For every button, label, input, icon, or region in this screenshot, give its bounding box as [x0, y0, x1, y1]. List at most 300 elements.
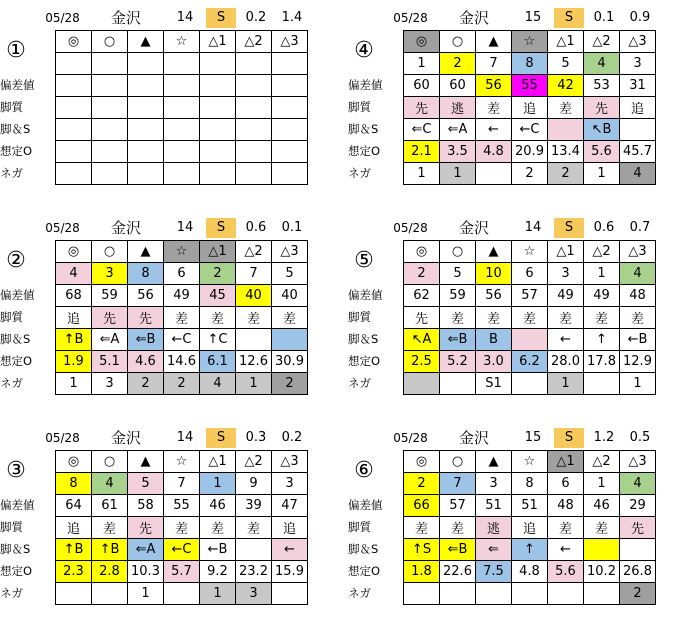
deviation-cell: 55 — [164, 495, 200, 517]
style-cell: 差 — [200, 517, 236, 539]
nega-cell: 1 — [620, 373, 656, 395]
legs-cell: B — [476, 329, 512, 351]
race-number: ⑥ — [354, 458, 374, 483]
header-date: 05/28 — [393, 11, 428, 25]
legs-cell: ⇐A — [128, 539, 164, 561]
nega-cell: 1 — [200, 583, 236, 605]
grid-row — [56, 31, 308, 53]
style-cell: 差 — [92, 517, 128, 539]
grid-row — [56, 75, 308, 97]
deviation-cell — [236, 75, 272, 97]
marks-cell: △2 — [236, 31, 272, 53]
row-label: 想定O — [348, 564, 381, 578]
row-label: 脚質 — [348, 310, 371, 324]
header-date: 05/28 — [45, 431, 80, 445]
grid-row — [404, 119, 656, 141]
legs-cell: ←C — [164, 539, 200, 561]
header-s: S — [554, 428, 584, 448]
row-label: 想定O — [0, 144, 33, 158]
header-place: 金沢 — [458, 9, 489, 27]
number-cell: 1 — [584, 473, 620, 495]
style-cell — [236, 97, 272, 119]
marks-cell: ◎ — [56, 31, 92, 53]
legs-cell: ↖B — [584, 119, 620, 141]
legs-cell — [512, 329, 548, 351]
grid-row — [404, 263, 656, 285]
marks-cell: ☆ — [512, 31, 548, 53]
marks-cell: ○ — [92, 451, 128, 473]
style-cell: 追 — [56, 307, 92, 329]
race-panel — [348, 8, 660, 218]
row-label: 偏差値 — [0, 78, 35, 92]
legs-cell — [548, 119, 584, 141]
legs-cell: ←B — [620, 329, 656, 351]
number-cell: 7 — [164, 473, 200, 495]
race-number: ② — [6, 248, 26, 273]
deviation-cell: 66 — [404, 495, 440, 517]
number-cell: 7 — [476, 53, 512, 75]
legs-cell: ⇐ — [476, 539, 512, 561]
header-num: 15 — [524, 430, 542, 445]
odds-cell: 13.4 — [548, 141, 584, 163]
marks-cell: △3 — [272, 241, 308, 263]
marks-cell: △2 — [236, 241, 272, 263]
race-grid — [55, 450, 308, 605]
header-s: S — [206, 218, 236, 238]
number-cell: 4 — [620, 263, 656, 285]
marks-cell: △1 — [200, 241, 236, 263]
grid-row — [56, 351, 308, 373]
grid-row — [56, 119, 308, 141]
deviation-cell: 59 — [92, 285, 128, 307]
panel-header — [348, 428, 660, 448]
row-label: ネガ — [348, 586, 371, 600]
nega-cell: 3 — [236, 583, 272, 605]
odds-cell: 5.1 — [92, 351, 128, 373]
header-date: 05/28 — [393, 431, 428, 445]
header-v1: 0.2 — [245, 10, 267, 25]
deviation-cell: 56 — [476, 285, 512, 307]
odds-cell: 2.8 — [92, 561, 128, 583]
nega-cell: 1 — [236, 373, 272, 395]
grid-row — [404, 517, 656, 539]
header-place: 金沢 — [110, 429, 141, 447]
number-cell: 1 — [404, 53, 440, 75]
legs-cell: ↑ — [584, 329, 620, 351]
nega-cell: S1 — [476, 373, 512, 395]
odds-cell: 10.3 — [128, 561, 164, 583]
nega-cell: 2 — [272, 373, 308, 395]
row-label: 脚＆S — [0, 542, 31, 556]
grid-row — [404, 241, 656, 263]
grid-row — [404, 163, 656, 185]
grid-row — [56, 451, 308, 473]
style-cell: 差 — [476, 97, 512, 119]
marks-cell: ☆ — [164, 451, 200, 473]
panel-header — [348, 218, 660, 238]
number-cell — [164, 53, 200, 75]
odds-cell: 5.2 — [440, 351, 476, 373]
row-label: ネガ — [0, 376, 23, 390]
style-cell: 差 — [440, 307, 476, 329]
number-cell: 6 — [512, 263, 548, 285]
deviation-cell: 47 — [272, 495, 308, 517]
odds-cell: 23.2 — [236, 561, 272, 583]
header-v2: 0.5 — [629, 430, 651, 445]
header-s: S — [206, 8, 236, 28]
deviation-cell: 58 — [128, 495, 164, 517]
grid-row — [56, 373, 308, 395]
odds-cell: 12.6 — [236, 351, 272, 373]
deviation-cell: 46 — [584, 495, 620, 517]
deviation-cell: 56 — [476, 75, 512, 97]
nega-cell — [512, 373, 548, 395]
marks-cell: ▲ — [476, 241, 512, 263]
header-num: 14 — [176, 10, 194, 25]
nega-cell: 1 — [548, 373, 584, 395]
odds-cell: 6.1 — [200, 351, 236, 373]
row-label: ネガ — [348, 166, 371, 180]
number-cell: 2 — [404, 263, 440, 285]
legs-cell: ←C — [512, 119, 548, 141]
legs-cell: ↑B — [92, 539, 128, 561]
odds-cell — [236, 141, 272, 163]
grid-row — [56, 53, 308, 75]
number-cell — [236, 53, 272, 75]
marks-cell: ◎ — [56, 451, 92, 473]
deviation-cell: 57 — [512, 285, 548, 307]
grid-row — [56, 263, 308, 285]
row-label: ネガ — [348, 376, 371, 390]
header-v2: 0.2 — [281, 430, 303, 445]
race-panel — [0, 8, 312, 218]
header-date: 05/28 — [45, 221, 80, 235]
row-label: 脚＆S — [348, 122, 379, 136]
odds-cell — [164, 141, 200, 163]
header-place: 金沢 — [110, 219, 141, 237]
style-cell: 差 — [548, 517, 584, 539]
grid-row — [56, 473, 308, 495]
race-number: ③ — [6, 458, 26, 483]
grid-row — [404, 97, 656, 119]
legs-cell: ⇐A — [440, 119, 476, 141]
deviation-cell: 49 — [584, 285, 620, 307]
header-v1: 0.6 — [245, 220, 267, 235]
header-s: S — [554, 218, 584, 238]
deviation-cell: 49 — [164, 285, 200, 307]
header-v2: 1.4 — [281, 10, 303, 25]
race-grid — [403, 450, 656, 605]
legs-cell — [92, 119, 128, 141]
style-cell: 追 — [512, 97, 548, 119]
deviation-cell — [272, 75, 308, 97]
header-v2: 0.1 — [281, 220, 303, 235]
grid-row — [56, 97, 308, 119]
row-label: ネガ — [0, 586, 23, 600]
style-cell: 差 — [476, 307, 512, 329]
style-cell — [92, 97, 128, 119]
nega-cell — [584, 583, 620, 605]
nega-cell — [584, 373, 620, 395]
style-cell: 差 — [548, 307, 584, 329]
marks-cell: △3 — [272, 451, 308, 473]
legs-cell: ⇐B — [440, 539, 476, 561]
legs-cell — [56, 119, 92, 141]
deviation-cell: 39 — [236, 495, 272, 517]
number-cell: 8 — [128, 263, 164, 285]
odds-cell — [56, 141, 92, 163]
race-panel — [0, 428, 312, 638]
deviation-cell: 56 — [128, 285, 164, 307]
panel-header — [348, 8, 660, 28]
legs-cell — [236, 119, 272, 141]
row-label: 偏差値 — [0, 498, 35, 512]
odds-cell: 10.2 — [584, 561, 620, 583]
legs-cell — [272, 119, 308, 141]
marks-cell: △1 — [548, 451, 584, 473]
number-cell: 4 — [584, 53, 620, 75]
marks-cell: △2 — [584, 31, 620, 53]
legs-cell — [128, 119, 164, 141]
number-cell: 7 — [440, 473, 476, 495]
nega-cell — [92, 163, 128, 185]
grid-row — [56, 539, 308, 561]
marks-cell: ▲ — [128, 31, 164, 53]
nega-cell — [128, 163, 164, 185]
panel-header — [0, 218, 312, 238]
marks-cell: △2 — [236, 451, 272, 473]
legs-cell — [620, 119, 656, 141]
nega-cell: 3 — [92, 373, 128, 395]
style-cell — [272, 97, 308, 119]
deviation-cell: 59 — [440, 285, 476, 307]
odds-cell: 3.0 — [476, 351, 512, 373]
grid-row — [404, 307, 656, 329]
marks-cell: △3 — [620, 31, 656, 53]
style-cell: 差 — [164, 307, 200, 329]
row-label: ネガ — [0, 166, 23, 180]
grid-row — [404, 31, 656, 53]
nega-cell — [92, 583, 128, 605]
odds-cell: 4.8 — [476, 141, 512, 163]
row-label: 脚質 — [348, 100, 371, 114]
header-num: 14 — [524, 220, 542, 235]
row-label: 脚＆S — [0, 122, 31, 136]
deviation-cell: 51 — [512, 495, 548, 517]
deviation-cell — [164, 75, 200, 97]
grid-row — [56, 307, 308, 329]
marks-cell: ▲ — [476, 31, 512, 53]
number-cell — [272, 53, 308, 75]
deviation-cell: 31 — [620, 75, 656, 97]
style-cell: 先 — [128, 517, 164, 539]
style-cell: 追 — [56, 517, 92, 539]
number-cell: 7 — [236, 263, 272, 285]
style-cell: 先 — [404, 307, 440, 329]
header-v1: 1.2 — [593, 430, 615, 445]
nega-cell — [200, 163, 236, 185]
legs-cell: ↑S — [404, 539, 440, 561]
nega-cell — [440, 583, 476, 605]
legs-cell — [236, 329, 272, 351]
nega-cell — [164, 163, 200, 185]
grid-row — [404, 285, 656, 307]
marks-cell: ☆ — [512, 451, 548, 473]
number-cell: 8 — [512, 473, 548, 495]
legs-cell: ←B — [200, 539, 236, 561]
legs-cell — [236, 539, 272, 561]
marks-cell: △2 — [584, 451, 620, 473]
deviation-cell — [56, 75, 92, 97]
race-panel — [348, 428, 660, 638]
grid-row — [56, 495, 308, 517]
style-cell — [56, 97, 92, 119]
nega-cell: 1 — [584, 163, 620, 185]
odds-cell: 7.5 — [476, 561, 512, 583]
row-label: 脚＆S — [348, 542, 379, 556]
grid-row — [404, 583, 656, 605]
odds-cell: 14.6 — [164, 351, 200, 373]
row-label: 脚質 — [0, 310, 23, 324]
number-cell: 2 — [200, 263, 236, 285]
row-label: 想定O — [348, 144, 381, 158]
style-cell: 先 — [128, 307, 164, 329]
race-grid — [55, 30, 308, 185]
number-cell: 5 — [440, 263, 476, 285]
marks-cell: △1 — [200, 451, 236, 473]
race-number: ⑤ — [354, 248, 374, 273]
marks-cell: ☆ — [512, 241, 548, 263]
nega-cell — [404, 583, 440, 605]
nega-cell — [164, 583, 200, 605]
race-panel — [0, 218, 312, 428]
deviation-cell: 60 — [440, 75, 476, 97]
header-place: 金沢 — [458, 429, 489, 447]
deviation-cell: 48 — [548, 495, 584, 517]
legs-cell: ← — [548, 329, 584, 351]
header-v2: 0.9 — [629, 10, 651, 25]
race-grid — [403, 30, 656, 185]
number-cell: 6 — [164, 263, 200, 285]
nega-cell: 4 — [620, 163, 656, 185]
deviation-cell: 48 — [620, 285, 656, 307]
style-cell: 先 — [620, 517, 656, 539]
header-num: 15 — [524, 10, 542, 25]
grid-row — [56, 561, 308, 583]
nega-cell — [476, 163, 512, 185]
grid-row — [404, 495, 656, 517]
odds-cell: 5.6 — [584, 141, 620, 163]
header-s: S — [206, 428, 236, 448]
style-cell: 差 — [404, 517, 440, 539]
nega-cell — [440, 373, 476, 395]
odds-cell: 4.8 — [512, 561, 548, 583]
number-cell: 4 — [620, 473, 656, 495]
marks-cell: ☆ — [164, 31, 200, 53]
row-label: 脚質 — [0, 520, 23, 534]
row-label: 偏差値 — [348, 288, 383, 302]
number-cell: 5 — [128, 473, 164, 495]
style-cell: 追 — [620, 97, 656, 119]
header-date: 05/28 — [393, 221, 428, 235]
nega-cell — [236, 163, 272, 185]
nega-cell — [476, 583, 512, 605]
style-cell: 差 — [512, 307, 548, 329]
deviation-cell: 61 — [92, 495, 128, 517]
legs-cell: ←C — [164, 329, 200, 351]
legs-cell — [200, 119, 236, 141]
legs-cell: ↑ — [512, 539, 548, 561]
odds-cell: 17.8 — [584, 351, 620, 373]
deviation-cell — [128, 75, 164, 97]
nega-cell — [512, 583, 548, 605]
nega-cell: 1 — [128, 583, 164, 605]
marks-cell: △1 — [548, 241, 584, 263]
style-cell: 差 — [164, 517, 200, 539]
grid-row — [404, 329, 656, 351]
legs-cell: ↖A — [404, 329, 440, 351]
marks-cell: ◎ — [404, 241, 440, 263]
odds-cell: 12.9 — [620, 351, 656, 373]
odds-cell: 4.6 — [128, 351, 164, 373]
nega-cell — [56, 583, 92, 605]
odds-cell — [272, 141, 308, 163]
marks-cell: ○ — [92, 31, 128, 53]
panel-header — [0, 8, 312, 28]
race-panel — [348, 218, 660, 428]
grid-row — [404, 539, 656, 561]
deviation-cell: 64 — [56, 495, 92, 517]
number-cell: 4 — [56, 263, 92, 285]
deviation-cell — [92, 75, 128, 97]
legs-cell — [272, 329, 308, 351]
header-v1: 0.6 — [593, 220, 615, 235]
marks-cell: ▲ — [128, 241, 164, 263]
row-label: 想定O — [0, 564, 33, 578]
style-cell — [128, 97, 164, 119]
legs-cell: ↑C — [200, 329, 236, 351]
odds-cell: 45.7 — [620, 141, 656, 163]
style-cell: 差 — [620, 307, 656, 329]
deviation-cell: 68 — [56, 285, 92, 307]
odds-cell — [200, 141, 236, 163]
number-cell — [56, 53, 92, 75]
marks-cell: ○ — [440, 31, 476, 53]
legs-cell — [164, 119, 200, 141]
grid-row — [56, 141, 308, 163]
nega-cell — [56, 163, 92, 185]
row-label: 偏差値 — [348, 78, 383, 92]
number-cell: 2 — [440, 53, 476, 75]
header-num: 14 — [176, 220, 194, 235]
grid-row — [404, 75, 656, 97]
marks-cell: ○ — [440, 451, 476, 473]
odds-cell: 22.6 — [440, 561, 476, 583]
grid-row — [56, 583, 308, 605]
nega-cell: 2 — [548, 163, 584, 185]
grid-row — [56, 517, 308, 539]
legs-cell: ⇐A — [92, 329, 128, 351]
grid-row — [56, 285, 308, 307]
number-cell — [200, 53, 236, 75]
grid-row — [404, 141, 656, 163]
marks-cell: △3 — [620, 241, 656, 263]
odds-cell: 15.9 — [272, 561, 308, 583]
grid-row — [404, 473, 656, 495]
number-cell: 8 — [512, 53, 548, 75]
nega-cell: 2 — [512, 163, 548, 185]
style-cell: 差 — [272, 307, 308, 329]
